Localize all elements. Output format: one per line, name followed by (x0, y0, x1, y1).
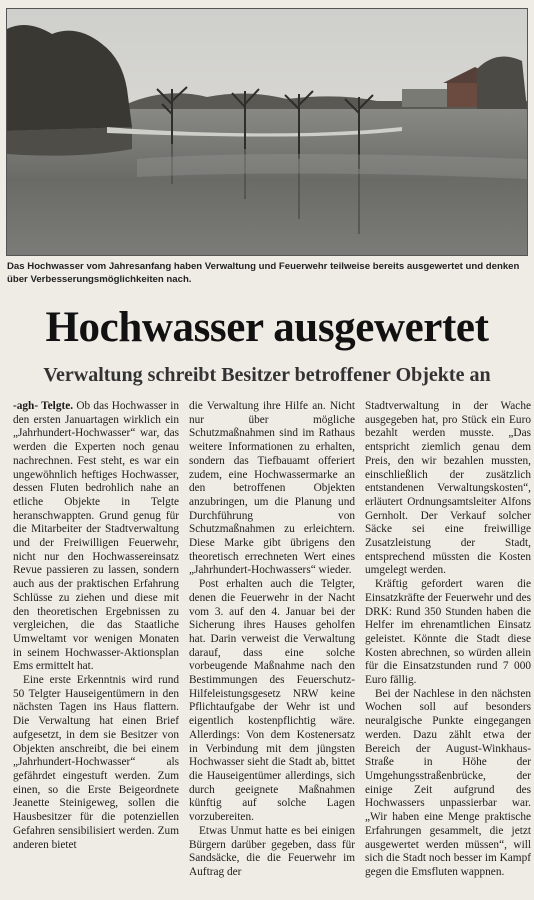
article-paragraph: Stadtverwaltung in der Wache ausgegeben hat, pro Stück ein Euro bezahlt werden musste. „Das entspricht ziemlich genau dem Preis, den wir bezahlen mussten, einschließlich der zusätzlich entstandenen Verwaltungskosten“, erläutert Ordnungsamtsleiter Alfons Gernholt. Der Verkauf solcher Säcke sei eine freiwillige Zusatzleistung der Stadt, entsprechend müssten die Kosten umgelegt werden. (365, 400, 531, 577)
article-body (13, 400, 531, 895)
article-paragraph: Bei der Nachlese in den nächsten Wochen soll auf besonders neuralgische Punkte eingegangen werden. Dazu zählt etwa der Bereich der August-Winkhaus-Straße in Höhe der Umgehungsstraßenbrücke, der einige Zeit aufgrund des Hochwassers unpassierbar war. „Wir haben eine Menge praktische Erfahrungen gesammelt, die jetzt ausgewertet werden müssen“, will sich die Stadt noch besser im Kampf gegen die Emsfluten wappnen. (365, 687, 531, 878)
article-column-1 (13, 400, 179, 895)
article-paragraph: Eine erste Erkenntnis wird rund 50 Telgter Hauseigentümern in den nächsten Tagen ins Haus flattern. Die Verwaltung hat einen Brief aufgesetzt, in dem sie Besitzer von Objekten anschreibt, die bei einem „Jahrhundert-Hochwasser“ als gefährdet eingestuft werden. Zum einen, so die Erste Beigeordnete Jeanette Steinigeweg, sollen die Hausbesitzer für die potenziellen Gefahren sensibilisiert werden. Zum anderen bietet (13, 674, 179, 851)
flood-photo (6, 8, 528, 256)
article-column-2 (189, 400, 355, 895)
flood-landscape-icon (7, 9, 527, 255)
article-subheadline: Verwaltung schreibt Besitzer betroffener Objekte an (43, 364, 491, 386)
article-paragraph: Etwas Unmut hatte es bei einigen Bürgern darüber gegeben, dass für Sandsäcke, die die Feuerwehr im Auftrag der (189, 824, 355, 878)
article-paragraph: Post erhalten auch die Telgter, denen die Feuerwehr in der Nacht vom 3. auf den 4. Januar bei der Sicherung ihres Hauses geholfen hat. Darin verweist die Verwaltung darauf, dass eine solche vorbeugende Maßnahme nach den Bestimmungen des Feuerschutz-Hilfeleistungsgesetz NRW keine Pflichtaufgabe der Wehr ist und eigentlich kostenpflichtig wäre. Allerdings: Von dem Kostenersatz in Verbindung mit dem jüngsten Hochwasser sieht die Stadt ab, bittet die Hauseigentümer allerdings, sich durch geeignete Maßnahmen künftig auf solche Lagen vorzubereiten. (189, 578, 355, 824)
article-headline: Hochwasser ausgewertet (45, 304, 489, 351)
article-paragraph: die Verwaltung ihre Hilfe an. Nicht nur über mögliche Schutzmaßnahmen sind im Rathaus weitere Informationen zu erhalten, sondern das Tiefbauamt offeriert zudem, eine Hochwassermarke an den betroffenen Objekten anzubringen, um die Planung und Durchführung von Schutzmaßnahmen zu erleichtern. Diese Marke gibt übrigens den theoretisch errechneten Wert eines „Jahrhundert-Hochwassers“ wieder. (189, 400, 355, 577)
photo-caption: Das Hochwasser vom Jahresanfang haben Verwaltung und Feuerwehr teilweise bereits ausgewertet und denken über Verbesserungsmöglichkeiten nach. (7, 261, 520, 285)
article-paragraph: -agh- Telgte. Ob das Hochwasser in den ersten Januartagen wirklich ein „Jahrhundert-Hochwasser“ war, das werden die Experten noch genau nachrechnen. Fest steht, es war ein ungewöhnlich heftiges Hochwasser, dessen Fluten bedrohlich nahe an etliche Objekte in Telgte heranschwappten. Grund genug für die Mitarbeiter der Stadtverwaltung und der Freiwilligen Feuerwehr, nicht nur den Hochwassereinsatz Revue passieren zu lassen, sondern auch aus der praktischen Erfahrung Schlüsse zu ziehen und diese mit den theoretischen Ergebnissen zu vergleichen, die das Staatliche Umweltamt vor wenigen Monaten in seinem Hochwasser-Aktionsplan Ems ermittelt hat. (13, 400, 179, 673)
article-column-3 (365, 400, 531, 895)
article-paragraph: Kräftig gefordert waren die Einsatzkräfte der Feuerwehr und des DRK: Rund 350 Stunden haben die Helfer im ehrenamtlichen Einsatz geleistet. Könnte die Stadt diese Kosten abrechnen, so würden allein für die Einsatzstunden rund 7 000 Euro fällig. (365, 578, 531, 687)
dateline: -agh- Telgte. (13, 400, 74, 412)
